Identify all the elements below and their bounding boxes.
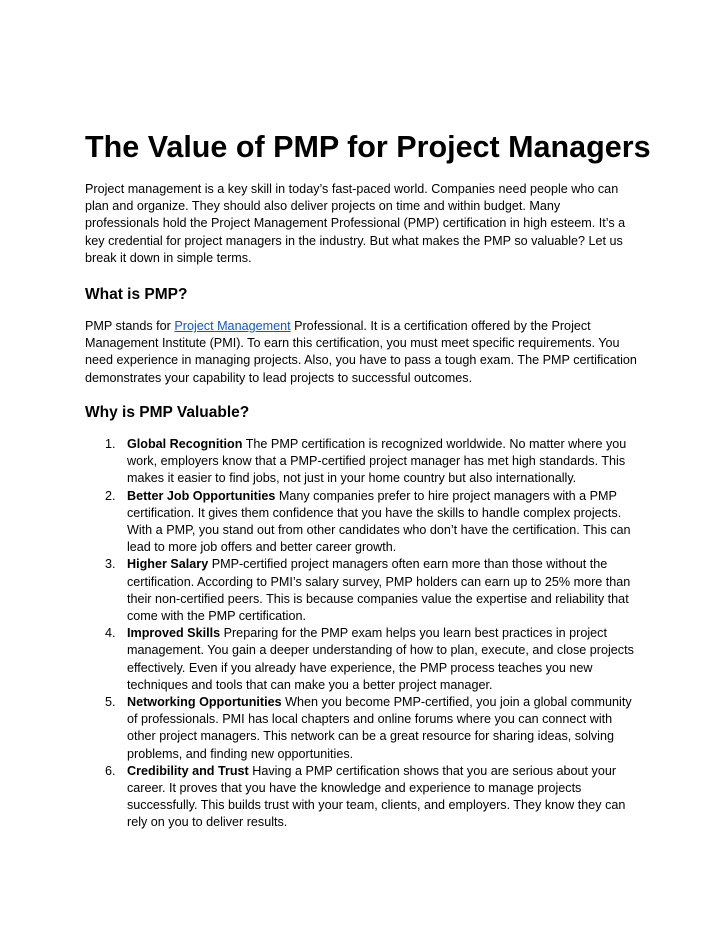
list-item-number: 1. <box>105 437 116 451</box>
list-item <box>85 556 637 625</box>
list-item <box>85 436 637 488</box>
list-item-number: 4. <box>105 626 116 641</box>
what-is-text-before: PMP stands for <box>85 319 175 333</box>
intro-paragraph: Project management is a key skill in today’s fast-paced world. Companies need people who can plan and organize. They should also deliver projects on time and within budget. Many professionals hold the Project Management Professional (PMP) certification in high esteem. It’s a key credential for project managers in the industry. But what makes the PMP so valuable? Let us break it down in simple terms. <box>85 182 626 265</box>
list-item-number: 2. <box>105 488 116 503</box>
why-pmp-valuable-heading: Why is PMP Valuable? <box>85 404 250 421</box>
list-item-number: 3. <box>105 557 116 572</box>
list-item <box>85 625 637 694</box>
what-is-pmp-paragraph <box>85 318 637 387</box>
list-item-title: Better Job Opportunities <box>127 488 276 503</box>
list-item-text: Preparing for the PMP exam helps you learn best practices in project management. You gain a deeper understanding of how to plan, execute, and close projects effectively. Even if you already have experience, the PMP process teaches you new techniques and tools that can make you a better project manager. <box>127 626 634 692</box>
what-is-text-after: Professional. It is a certification offered by the Project Management Institute (PMI). To earn this certification, you must meet specific requirements. You need experience in managing projects. Also, you have to pass a tough exam. The PMP certification demonstrates your capability to lead projects to successful outcomes. <box>85 319 637 385</box>
project-management-link[interactable]: Project Management <box>174 319 291 333</box>
list-item-title: Improved Skills <box>127 626 221 641</box>
list-item-title: Global Recognition <box>127 437 243 451</box>
list-item <box>85 488 637 557</box>
page-title: The Value of PMP for Project Managers <box>85 130 651 164</box>
list-item-text: When you become PMP-certified, you join a global community of professionals. PMI has local chapters and online forums where you can connect with other project managers. This network can be a great resource for sharing ideas, solving problems, and finding new opportunities. <box>127 695 632 761</box>
list-item-text: Having a PMP certification shows that you are serious about your career. It proves that you have the knowledge and experience to manage projects successfully. This builds trust with your team, clients, and employers. They know they can rely on you to deliver results. <box>127 763 626 830</box>
list-item <box>85 694 637 763</box>
list-item-text: The PMP certification is recognized worldwide. No matter where you work, employers know that a PMP-certified project manager has met high standards. This makes it easier to find jobs, not just in your home country but also internationally. <box>127 437 627 486</box>
list-item-text: Many companies prefer to hire project managers with a PMP certification. It gives them confidence that you have the skills to handle complex projects. With a PMP, you stand out from other candidates who don’t have the certification. This can lead to more job offers and better career growth. <box>127 488 631 555</box>
list-item-title: Higher Salary <box>127 557 209 572</box>
benefits-list <box>85 436 637 832</box>
what-is-pmp-heading: What is PMP? <box>85 286 188 303</box>
list-item-number: 5. <box>105 695 116 710</box>
list-item-title: Credibility and Trust <box>127 763 249 778</box>
list-item-title: Networking Opportunities <box>127 695 282 710</box>
list-item-text: PMP-certified project managers often earn more than those without the certification. According to PMI’s salary survey, PMP holders can earn up to 25% more than their non-certified peers. This is because companies value the expertise and reliability that come with the PMP certification. <box>127 557 631 624</box>
list-item <box>85 763 637 832</box>
list-item-number: 6. <box>105 763 116 778</box>
